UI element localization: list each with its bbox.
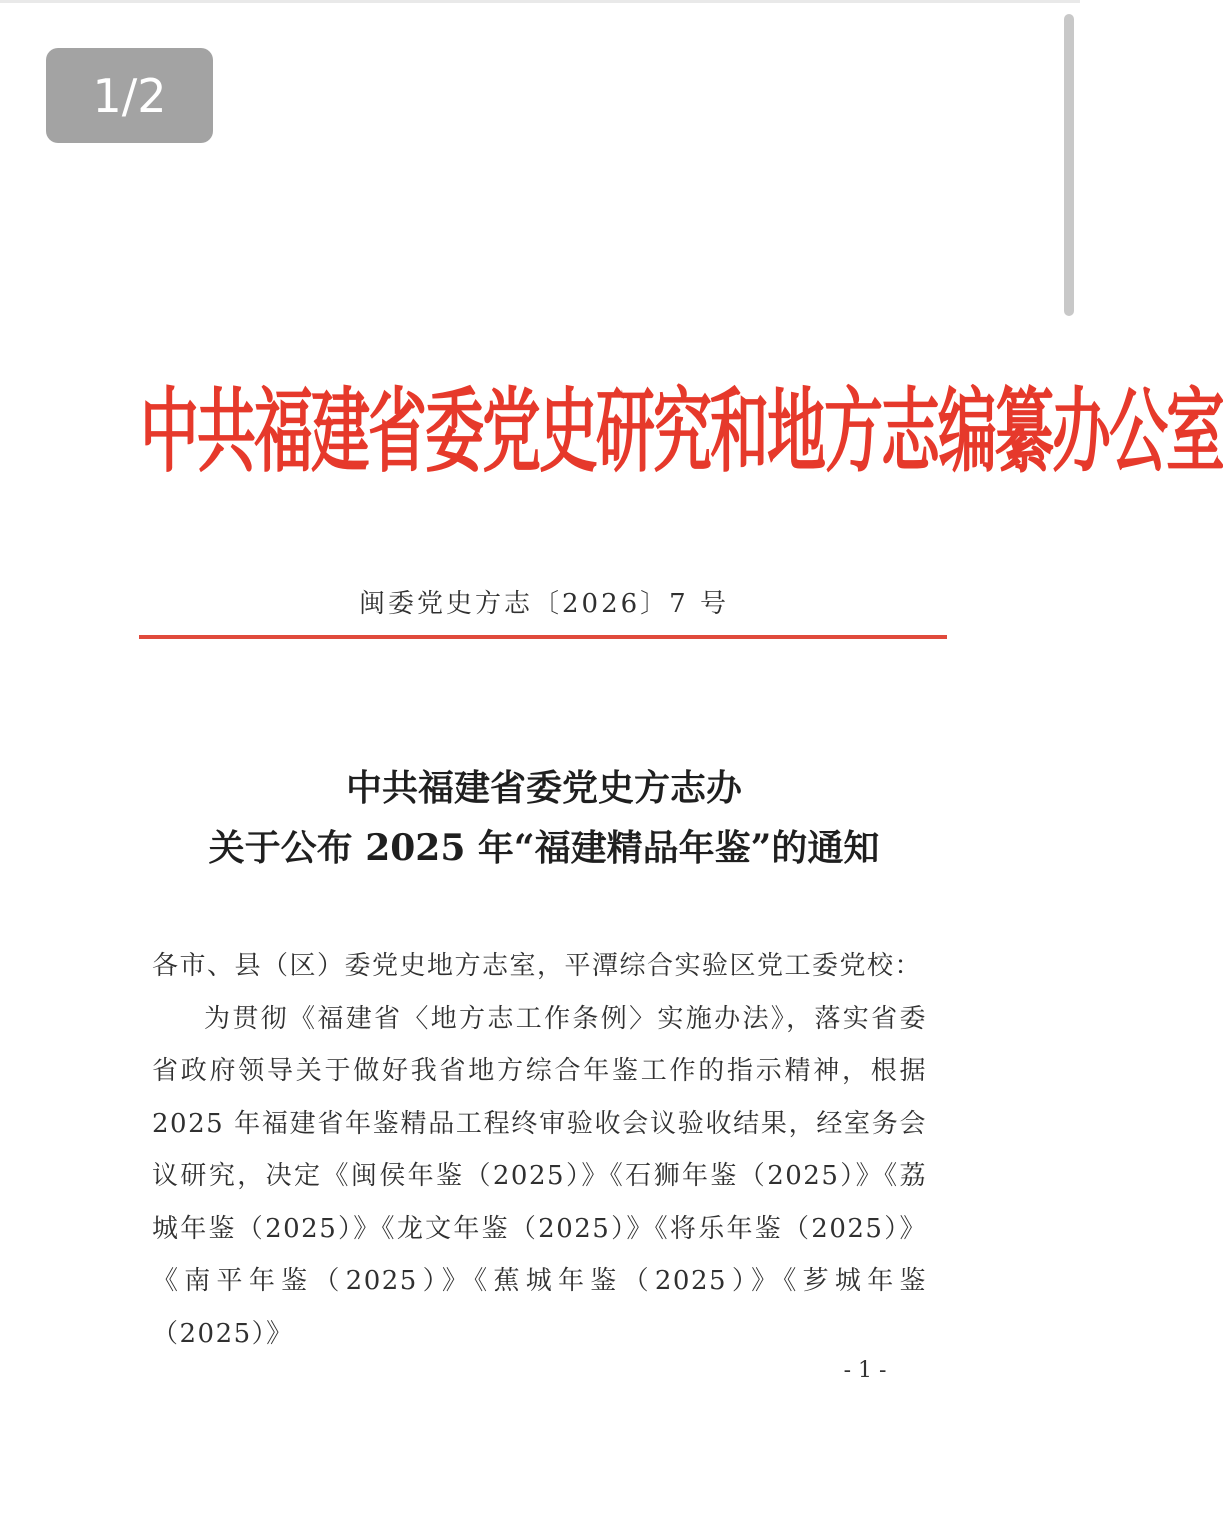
- page-number: - 1 -: [843, 1358, 887, 1383]
- red-divider-line: [139, 635, 947, 639]
- page-indicator: 1/2: [46, 48, 213, 143]
- salutation: 各市、县（区）委党史地方志室，平潭综合实验区党工委党校：: [152, 951, 923, 981]
- scrollbar-thumb[interactable]: [1064, 14, 1074, 316]
- notice-title-line-2: 关于公布 2025 年“福建精品年鉴”的通知: [208, 827, 880, 869]
- body-paragraph: 为贯彻《福建省〈地方志工作条例〉实施办法》，落实省委省政府领导关于做好我省地方综合年鉴工作的指示精神，根据 2025 年福建省年鉴精品工程终审验收会议验收结果，经室务会议研究，决定《闽侯年鉴（2025）》《石狮年鉴（2025）》《荔城年鉴（2025）》《龙文年鉴（2025）》《将乐年鉴（2025）》《南平年鉴（2025）》《蕉城年鉴（2025）》《芗城年鉴（2025）》: [152, 1003, 927, 1349]
- document-number: 闽委党史方志〔2026〕7 号: [359, 589, 729, 619]
- notice-title-line-1: 中共福建省委党史方志办: [345, 767, 742, 809]
- issuer-heading: 中共福建省委党史研究和地方志编纂办公室: [140, 377, 1223, 485]
- scrollbar[interactable]: [1058, 0, 1080, 1515]
- notice-body: [152, 940, 927, 1360]
